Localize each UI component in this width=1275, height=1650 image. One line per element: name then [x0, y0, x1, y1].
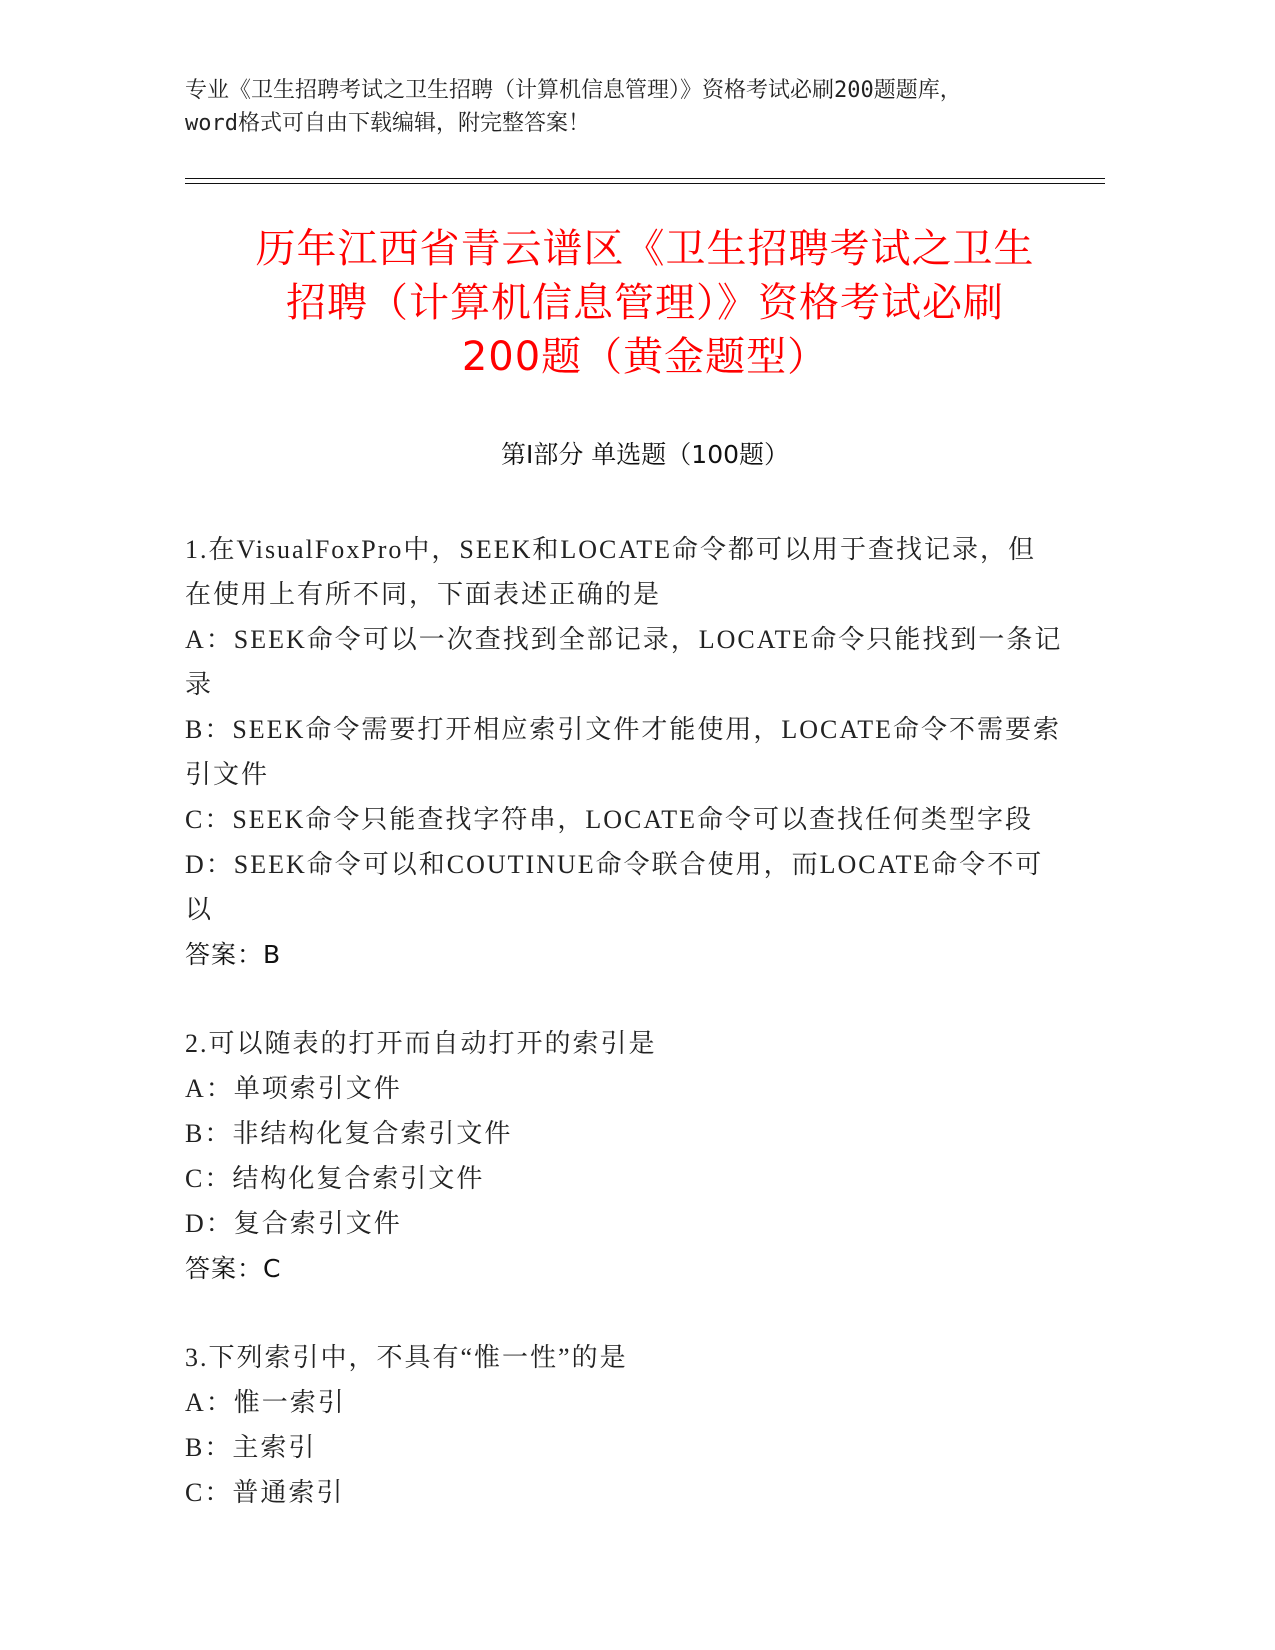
option-c: C：SEEK命令只能查找字符串，LOCATE命令可以查找任何类型字段 — [185, 805, 1034, 834]
option-a: A：惟一索引 — [185, 1388, 346, 1417]
question-stem: 1.在VisualFoxPro中，SEEK和LOCATE命令都可以用于查找记录，但 — [185, 535, 1037, 564]
title-line: 招聘（计算机信息管理）》资格考试必刷 — [286, 280, 1004, 326]
divider-line — [185, 183, 1105, 184]
option-b: B：主索引 — [185, 1433, 317, 1462]
title-line: 200题（黄金题型） — [461, 334, 829, 380]
option-c: C：普通索引 — [185, 1478, 345, 1507]
question-stem: 2.可以随表的打开而自动打开的索引是 — [185, 1029, 657, 1058]
option-c: C：结构化复合索引文件 — [185, 1164, 485, 1193]
answer-label: 答案：C — [185, 1254, 282, 1283]
section-heading: 第Ⅰ部分 单选题（100题） — [500, 440, 790, 469]
option-a: A：SEEK命令可以一次查找到全部记录，LOCATE命令只能找到一条记 — [185, 625, 1063, 654]
document-title — [170, 222, 1120, 384]
question-stem: 在使用上有所不同，下面表述正确的是 — [185, 580, 662, 609]
option-a: A：单项索引文件 — [185, 1074, 402, 1103]
question-stem: 3.下列索引中，不具有“惟一性”的是 — [185, 1343, 628, 1372]
intro-line: word格式可自由下载编辑，附完整答案！ — [185, 111, 590, 136]
answer-label: 答案：B — [185, 940, 282, 969]
question-3 — [185, 1335, 1065, 1515]
option-d: D：SEEK命令可以和COUTINUE命令联合使用，而LOCATE命令不可以 — [185, 850, 1044, 924]
divider-line — [185, 178, 1105, 179]
intro-line: 专业《卫生招聘考试之卫生招聘（计算机信息管理）》资格考试必刷200题题库， — [185, 78, 962, 103]
option-a: 录 — [185, 670, 214, 699]
option-b: B：SEEK命令需要打开相应索引文件才能使用，LOCATE命令不需要索 — [185, 715, 1062, 744]
option-b: 引文件 — [185, 760, 270, 789]
option-d: D：复合索引文件 — [185, 1209, 402, 1238]
intro-text — [185, 74, 1105, 140]
option-b: B：非结构化复合索引文件 — [185, 1119, 513, 1148]
title-line: 历年江西省青云谱区《卫生招聘考试之卫生 — [255, 226, 1035, 272]
question-list — [185, 527, 1065, 1559]
question-2 — [185, 1021, 1065, 1291]
question-1 — [185, 527, 1065, 977]
